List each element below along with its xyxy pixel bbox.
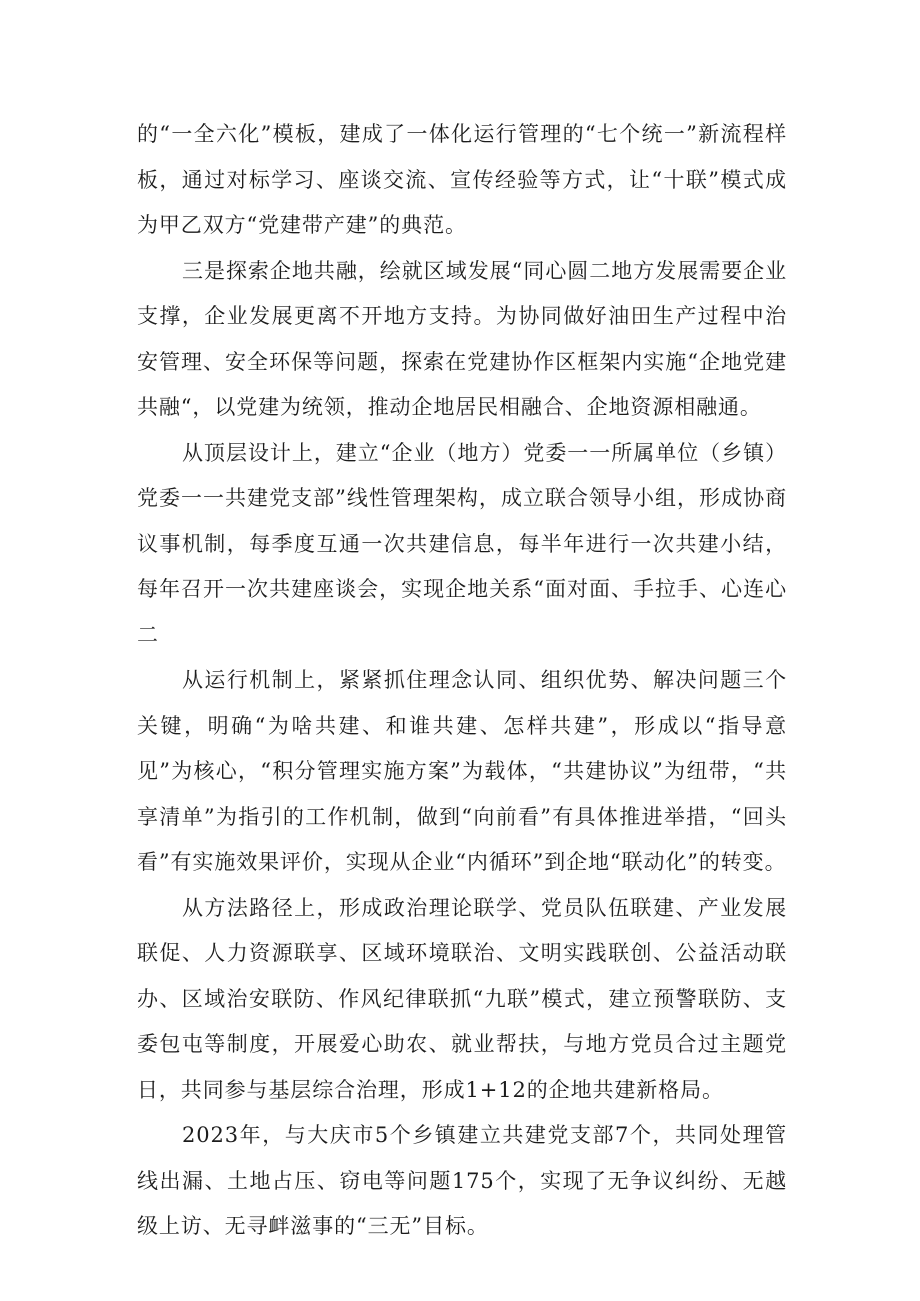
paragraph-3: 从顶层设计上，建立“企业（地方）党委一一所属单位（乡镇）党委一一共建党支部”线性管理架构，成立联合领导小组，形成协商议事机制，每季度互通一次共建信息，每半年进行一次共建小结，每年召开一次共建座谈会，实现企地关系“面对面、手拉手、心连心二	[137, 440, 787, 647]
paragraph-6: 2023年，与大庆市5个乡镇建立共建党支部7个，共同处理管线出漏、土地占压、窃电等问题175个，实现了无争议纠纷、无越级上访、无寻衅滋事的“三无”目标。	[137, 1123, 787, 1238]
paragraph-4: 从运行机制上，紧紧抓住理念认同、组织优势、解决问题三个关键，明确“为啥共建、和谁共建、怎样共建”，形成以“指导意见”为核心，“积分管理实施方案”为载体，“共建协议”为纽带，“共享清单”为指引的工作机制，做到“向前看”有具体推进举措，“回头看”有实施效果评价，实现从企业“内循环”到企地“联动化”的转变。	[137, 668, 787, 874]
paragraph-5: 从方法路径上，形成政治理论联学、党员队伍联建、产业发展联促、人力资源联享、区域环境联治、文明实践联创、公益活动联办、区域治安联防、作风纪律联抓“九联”模式，建立预警联防、支委包屯等制度，开展爱心助农、就业帮扶，与地方党员合过主题党日，共同参与基层综合治理，形成1+12的企地共建新格局。	[137, 895, 787, 1102]
paragraph-2: 三是探索企地共融，绘就区域发展“同心圆二地方发展需要企业支撑，企业发展更离不开地方支持。为协同做好油田生产过程中治安管理、安全环保等问题，探索在党建协作区框架内实施“企地党建共融“，以党建为统领，推动企地居民相融合、企地资源相融通。	[137, 258, 787, 419]
document-body	[137, 112, 787, 1250]
paragraph-1: 的“一全六化”模板，建成了一体化运行管理的“七个统一”新流程样板，通过对标学习、座谈交流、宣传经验等方式，让“十联”模式成为甲乙双方“党建带产建”的典范。	[137, 122, 787, 237]
